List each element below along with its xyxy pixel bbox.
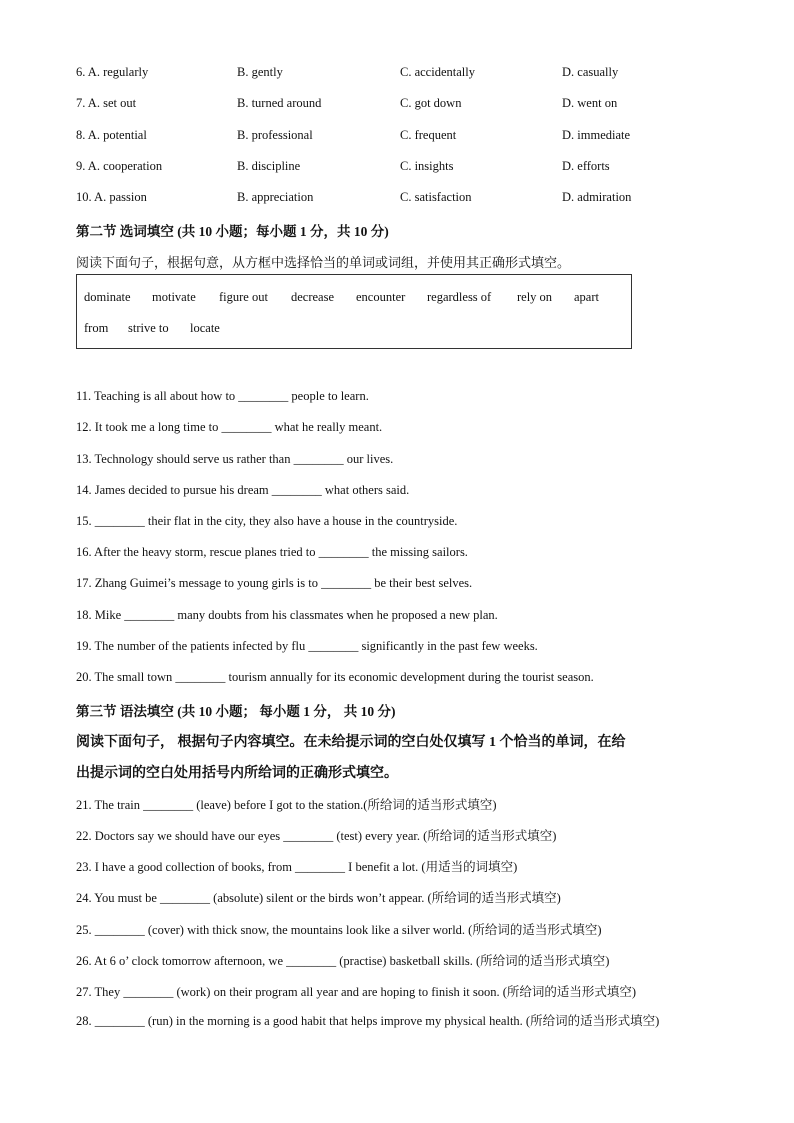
choice-row — [76, 65, 736, 83]
question-item: 16. After the heavy storm, rescue planes tried to ________ the missing sailors. — [76, 545, 468, 559]
section-title: 第三节 语法填空 (共 10 小题； 每小题 1 分， 共 10 分) — [76, 704, 396, 719]
question-item: 13. Technology should serve us rather than ________ our lives. — [76, 452, 394, 466]
word-bank-item: regardless of — [427, 290, 492, 304]
question-item: 26. At 6 o’ clock tomorrow afternoon, we ________ (practise) basketball skills. (所给词的适当形式填空) — [76, 954, 610, 968]
question-item: 18. Mike ________ many doubts from his classmates when he proposed a new plan. — [76, 608, 498, 622]
choice-d: D. went on — [562, 96, 618, 110]
choice-row — [76, 96, 736, 114]
choice-b: B. turned around — [237, 96, 322, 110]
choice-c: C. insights — [400, 159, 454, 173]
choice-row — [76, 159, 736, 177]
choice-a: 6. A. regularly — [76, 65, 149, 79]
choice-a: 8. A. potential — [76, 128, 147, 142]
question-item: 23. I have a good collection of books, from ________ I benefit a lot. (用适当的词填空) — [76, 860, 518, 874]
question-item: 21. The train ________ (leave) before I got to the station.(所给词的适当形式填空) — [76, 798, 497, 812]
choice-b: B. gently — [237, 65, 283, 79]
choice-row — [76, 128, 736, 146]
word-bank-item: rely on — [517, 290, 553, 304]
choice-b: B. professional — [237, 128, 313, 142]
section-instruction: 出提示词的空白处用括号内所给词的正确形式填空。 — [76, 766, 398, 781]
word-bank-item: encounter — [356, 290, 406, 304]
question-item: 17. Zhang Guimei’s message to young girls is to ________ be their best selves. — [76, 576, 473, 590]
choice-b: B. discipline — [237, 159, 301, 173]
choice-d: D. casually — [562, 65, 619, 79]
section-title: 第二节 选词填空 (共 10 小题；每小题 1 分，共 10 分) — [76, 224, 389, 239]
question-item: 14. James decided to pursue his dream ________ what others said. — [76, 483, 410, 497]
word-bank-item: from — [84, 321, 109, 335]
choice-a: 10. A. passion — [76, 190, 147, 204]
question-item: 28. ________ (run) in the morning is a good habit that helps improve my physical health. (所给词的适当形式填空) — [76, 1014, 660, 1028]
choice-c: C. satisfaction — [400, 190, 472, 204]
word-bank-item: dominate — [84, 290, 131, 304]
choice-c: C. frequent — [400, 128, 457, 142]
question-item: 15. ________ their flat in the city, they also have a house in the countryside. — [76, 514, 458, 528]
section-instruction: 阅读下面句子， 根据句子内容填空。在未给提示词的空白处仅填写 1 个恰当的单词，在给 — [76, 735, 626, 750]
word-bank-item: strive to — [128, 321, 169, 335]
choice-a: 7. A. set out — [76, 96, 137, 110]
word-bank-item: decrease — [291, 290, 335, 304]
section-instruction: 阅读下面句子，根据句意，从方框中选择恰当的单词或词组，并使用其正确形式填空。 — [76, 255, 571, 270]
question-item: 12. It took me a long time to ________ what he really meant. — [76, 420, 383, 434]
choice-c: C. accidentally — [400, 65, 475, 79]
choice-a: 9. A. cooperation — [76, 159, 163, 173]
question-item: 19. The number of the patients infected by flu ________ significantly in the past few weeks. — [76, 639, 538, 653]
question-item: 22. Doctors say we should have our eyes ________ (test) every year. (所给词的适当形式填空) — [76, 829, 557, 843]
word-bank-item: figure out — [219, 290, 268, 304]
word-bank-box — [76, 274, 632, 349]
choice-row — [76, 190, 736, 208]
choice-d: D. admiration — [562, 190, 632, 204]
question-item: 25. ________ (cover) with thick snow, the mountains look like a silver world. (所给词的适当形式填空) — [76, 923, 602, 937]
word-bank-item: motivate — [152, 290, 196, 304]
question-item: 27. They ________ (work) on their program all year and are hoping to finish it soon. (所给词的适当形式填空) — [76, 985, 637, 999]
word-bank-item: locate — [190, 321, 220, 335]
choice-c: C. got down — [400, 96, 462, 110]
choice-b: B. appreciation — [237, 190, 314, 204]
question-item: 11. Teaching is all about how to ________ people to learn. — [76, 389, 369, 403]
question-item: 24. You must be ________ (absolute) silent or the birds won’t appear. (所给词的适当形式填空) — [76, 891, 561, 905]
question-item: 20. The small town ________ tourism annually for its economic development during the tourist season. — [76, 670, 594, 684]
choice-d: D. immediate — [562, 128, 631, 142]
choice-d: D. efforts — [562, 159, 610, 173]
word-bank-item: apart — [574, 290, 599, 304]
